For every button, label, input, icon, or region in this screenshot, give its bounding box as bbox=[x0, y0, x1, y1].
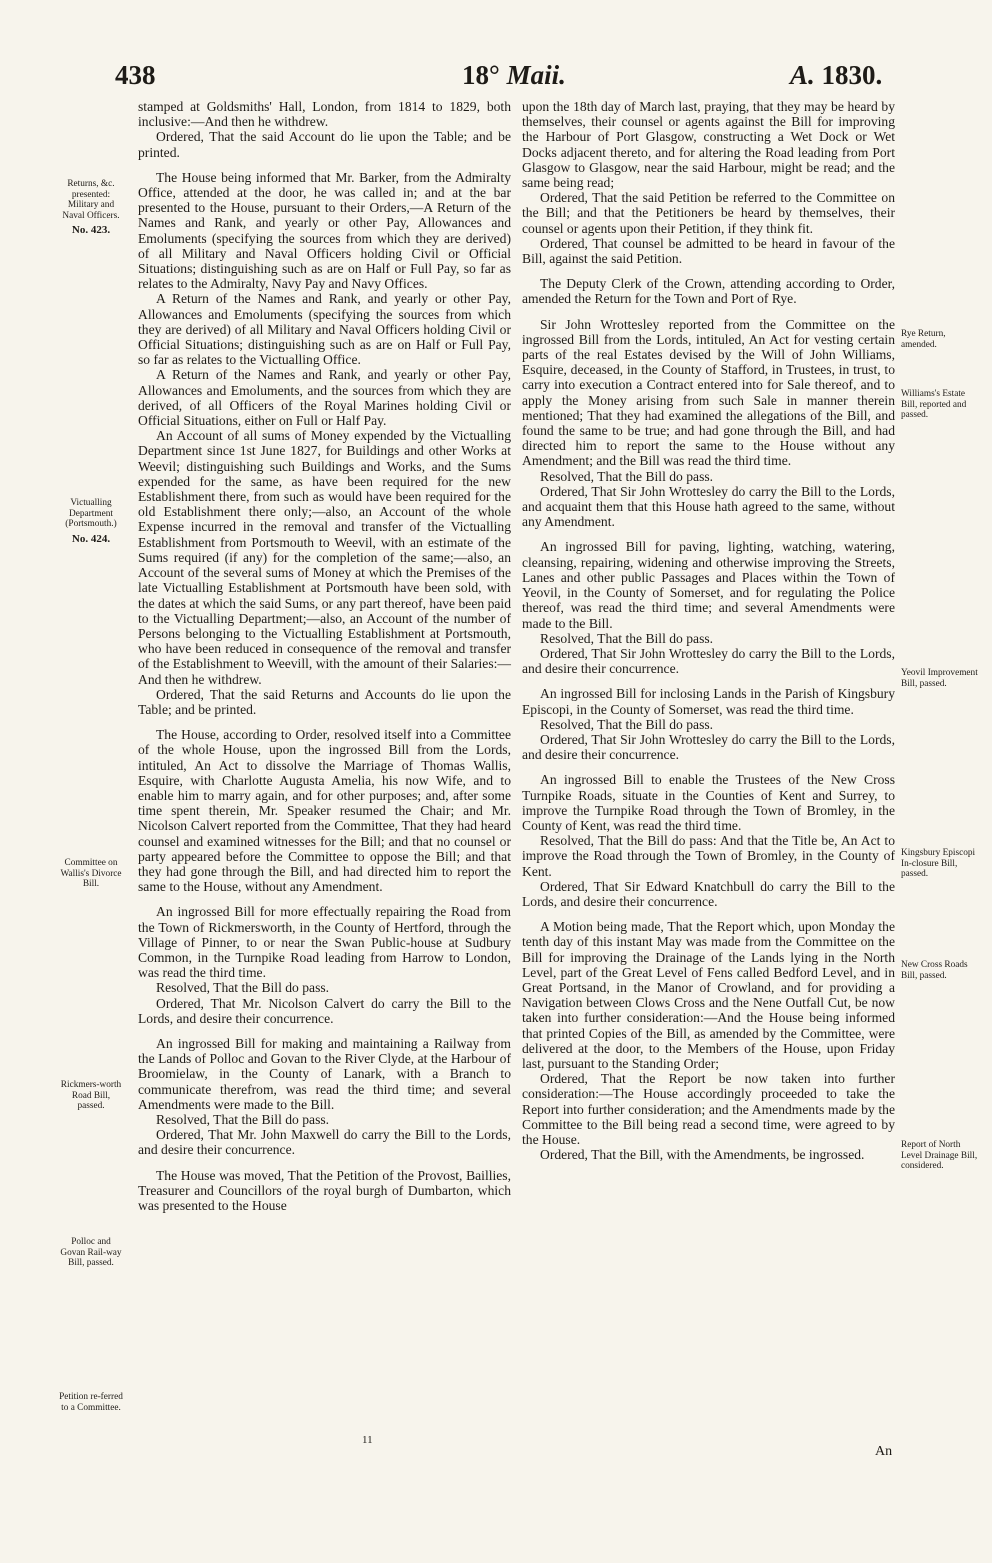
page-number: 438 bbox=[115, 60, 156, 90]
folio-mark: 11 bbox=[362, 1434, 373, 1446]
paragraph: Ordered, That Mr. Nicolson Calvert do carry the Bill to the Lords, and desire their concurrence. bbox=[138, 995, 511, 1026]
paragraph: Ordered, That the said Petition be referred to the Committee on the Bill; and that the Petitioners be heard by themselves, their counsel or agents upon their Petition, if they think fit. bbox=[522, 190, 895, 236]
margin-note-rye-return: Rye Return, amended. bbox=[901, 329, 946, 350]
margin-note-williams-estate: Williams's Estate Bill, reported and passed. bbox=[901, 389, 967, 421]
paragraph: A Return of the Names and Rank, and yearly or other Pay, Allowances and Emoluments, and the sources from which they are derived, of all Officers of the Royal Marines holding Civil or Official Situations, either on Full or Half Pay. bbox=[138, 367, 511, 429]
margin-note-new-cross: New Cross Roads Bill, passed. bbox=[901, 960, 968, 981]
paragraph: Resolved, That the Bill do pass. bbox=[540, 716, 714, 732]
paragraph: Resolved, That the Bill do pass: And that the Title be, An Act to improve the Road through the Town of Bromley, in the County of Kent. bbox=[522, 833, 895, 879]
paragraph: Ordered, That the Report be now taken into further consideration:—The House accordingly proceeded to take the Report into further consideration; and the Amendments made by the Committee to the Bill being read a second time, were agreed to by the House. bbox=[522, 1071, 895, 1147]
margin-note-rickmersworth: Rickmers-worth Road Bill, passed. bbox=[60, 1080, 122, 1112]
paragraph: An ingrossed Bill for inclosing Lands in the Parish of Kingsbury Episcopi, in the County of Somerset, was read the third time. bbox=[522, 686, 895, 717]
paragraph: Ordered, That Sir John Wrottesley do carry the Bill to the Lords, and desire their concurrence. bbox=[522, 645, 895, 677]
paragraph: An Account of all sums of Money expended by the Victualling Department since 1st June 1827, for Buildings and other Works at Weevil; distinguishing such Buildings and Works, and the Sums expended for the same, as have been required for the new Establishment there, from such as would have been required for the old Establishment there only;—also, an Account of the whole Expense incurred in the removal and transfer of the Victualling Establishment from Portsmouth to Weevil, with an estimate of the Sums required (if any) for the completion of the same;—also, an Account of the several sums of Money at which the Premises of the late Victualling Establishment at Portsmouth have been sold, with the dates at which the said Sums, or any part thereof, have been paid to the Victualling Department;—also, an Account of the number of Persons belonging to the Victualling Establishment at Portsmouth, who have been reduced in consequence of the removal and transfer of the Establishment to Weevill, with the amount of their Salaries:—And then he withdrew. bbox=[138, 428, 511, 687]
paragraph: Resolved, That the Bill do pass. bbox=[540, 468, 714, 484]
paragraph: Ordered, That counsel be admitted to be heard in favour of the Bill, against the said Petition. bbox=[522, 235, 895, 267]
margin-note-petition-referred: Petition re-ferred to a Committee. bbox=[59, 1392, 123, 1413]
running-header bbox=[0, 60, 992, 100]
paragraph: upon the 18th day of March last, praying, that they may be heard by themselves, their counsel or agents against the Bill for improving the Harbour of Port Glasgow, constructing a Wet Dock or Wet Docks adjacent thereto, and for altering the Road leading from Port Glasgow to Glasgow, near the said Harbour, might be read; and the same being read; bbox=[522, 99, 895, 191]
paragraph: Sir John Wrottesley reported from the Committee on the ingrossed Bill from the Lords, intituled, An Act for vesting certain parts of the real Estates devised by the Will of John Williams, Esquire, deceased, in the County of Stafford, in Trustees, in trust, to carry into execution a Contract entered into for Sale thereof, and to apply the Money arising from such Sale in manner therein mentioned; That they had examined the allegations of the Bill, and found the same to be true; and had gone through the Bill, and had directed him to report the same to the House without any Amendment; and the Bill was read the third time. bbox=[522, 316, 895, 469]
margin-note-yeovil: Yeovil Improvement Bill, passed. bbox=[901, 668, 978, 689]
paragraph: Ordered, That Sir John Wrottesley do carry the Bill to the Lords, and desire their concurrence. bbox=[522, 731, 895, 763]
paragraph: Ordered, That Sir Edward Knatchbull do carry the Bill to the Lords, and desire their concurrence. bbox=[522, 878, 895, 909]
header-date: 18° Maii. bbox=[462, 60, 566, 90]
paragraph: The House being informed that Mr. Barker, from the Admiralty Office, attended at the door, he was called in; and at the bar presented to the House, pursuant to their Orders,—A Return of the Names and Rank, and yearly or other Pay, Allowances and Emoluments (specifying the sources from which they are derived) of all Military and Naval Officers holding Civil or Official Situations; distinguishing such as are on Half or Full Pay, so far as relates to the Admiralty, Navy Pay and Navy Offices. bbox=[138, 169, 511, 292]
paragraph: A Motion being made, That the Report which, upon Monday the tenth day of this instant May was made from the Committee on the Bill for improving the Drainage of the Lands lying in the North Level, part of the Great Level of Fens called Bedford Level, and in Great Portsand, in the Manor of Crowland, and for providing a Navigation between Clows Cross and the Nene Outfall Cut, be now taken into further consideration:—And the House being informed that printed Copies of the Bill, as amended by the Committee, were delivered at the door, to the Members of the House, upon Friday last, pursuant to the Standing Order; bbox=[522, 919, 895, 1071]
margin-note-north-level: Report of North Level Drainage Bill, considered. bbox=[901, 1140, 978, 1172]
margin-note-wallis-divorce: Committee on Wallis's Divorce Bill. bbox=[60, 858, 122, 890]
paragraph: The House, according to Order, resolved itself into a Committee of the whole House, upon the ingrossed Bill from the Lords, intituled, An Act to dissolve the Marriage of Thomas Wallis, Esquire, with Charlotte Augusta Amelia, his now Wife, and to enable him to marry again, and for other purposes; and, after some time spent therein, Mr. Speaker resumed the Chair; and Mr. Nicolson Calvert reported from the Committee, That they had heard counsel and examined witnesses for the Bill; and that no counsel or party appeared before the Committee to oppose the Bill; and that they had gone through the Bill, and had directed him to report the same to the House, without any Amendment. bbox=[138, 727, 511, 895]
catchword: An bbox=[875, 1444, 893, 1459]
paragraph: stamped at Goldsmiths' Hall, London, from 1814 to 1829, both inclusive:—And then he withdrew. bbox=[138, 99, 511, 130]
paragraph: An ingrossed Bill for making and maintaining a Railway from the Lands of Polloc and Govan to the River Clyde, at the Harbour of Broomielaw, in the County of Lanark, with a Branch to communicate therefrom, was read the third time; and several Amendments were made to the Bill. bbox=[138, 1035, 511, 1112]
paragraph: An ingrossed Bill for paving, lighting, watching, watering, cleansing, repairing, widening and otherwise improving the Streets, Lanes and other public Passages and Places within the Town of Yeovil, in the County of Somerset, and for regulating the Police thereof, was read the third time; and several Amendments were made to the Bill. bbox=[522, 539, 895, 631]
paragraph: Ordered, That the said Returns and Accounts do lie upon the Table; and be printed. bbox=[138, 686, 511, 717]
header-year: A. 1830. bbox=[790, 60, 883, 90]
margin-note-polloc-govan: Polloc and Govan Rail-way Bill, passed. bbox=[60, 1237, 122, 1269]
margin-note-returns: Returns, &c. presented: Military and Naval Officers. No. 423. bbox=[62, 179, 120, 237]
paragraph: The Deputy Clerk of the Crown, attending according to Order, amended the Return for the Town and Port of Rye. bbox=[522, 276, 895, 307]
margin-note-kingsbury: Kingsbury Episcopi In-closure Bill, passed. bbox=[901, 848, 976, 880]
right-column bbox=[522, 99, 895, 1162]
paragraph: An ingrossed Bill for more effectually repairing the Road from the Town of Rickmersworth, in the County of Hertford, through the Village of Pinner, to or near the Swan Public-house at Sudbury Common, in the Turnpike Road leading from Harrow to London, was read the third time. bbox=[138, 904, 511, 981]
paragraph: Ordered, That the said Account do lie upon the Table; and be printed. bbox=[138, 129, 511, 160]
paragraph: Ordered, That Sir John Wrottesley do carry the Bill to the Lords, and acquaint them that this House hath agreed to the same, without any Amendment. bbox=[522, 483, 895, 530]
paragraph: Resolved, That the Bill do pass. bbox=[540, 630, 714, 646]
paragraph: Ordered, That the Bill, with the Amendments, be ingrossed. bbox=[540, 1147, 865, 1163]
paragraph: Resolved, That the Bill do pass. bbox=[156, 1112, 330, 1127]
paragraph: An ingrossed Bill to enable the Trustees of the New Cross Turnpike Roads, situate in the Counties of Kent and Surrey, to improve the Turnpike Road through the Town of Bromley, in the County of Kent, was read the third time. bbox=[522, 772, 895, 833]
paragraph: The House was moved, That the Petition of the Provost, Baillies, Treasurer and Councillors of the royal burgh of Dumbarton, which was presented to the House bbox=[138, 1167, 511, 1214]
paragraph: Resolved, That the Bill do pass. bbox=[156, 980, 330, 996]
left-column bbox=[138, 99, 511, 1213]
paragraph: A Return of the Names and Rank, and yearly or other Pay, Allowances and Emoluments (specifying the sources from which they are derived) of all Military and Naval Officers holding Civil or Official Situations; distinguishing such as are on Half or Full Pay, so far as relates to the Victualling Office. bbox=[138, 291, 511, 368]
margin-note-victualling: Victualling Department (Portsmouth.) No. 424. bbox=[65, 498, 117, 545]
paragraph: Ordered, That Mr. John Maxwell do carry the Bill to the Lords, and desire their concurrence. bbox=[138, 1127, 511, 1158]
